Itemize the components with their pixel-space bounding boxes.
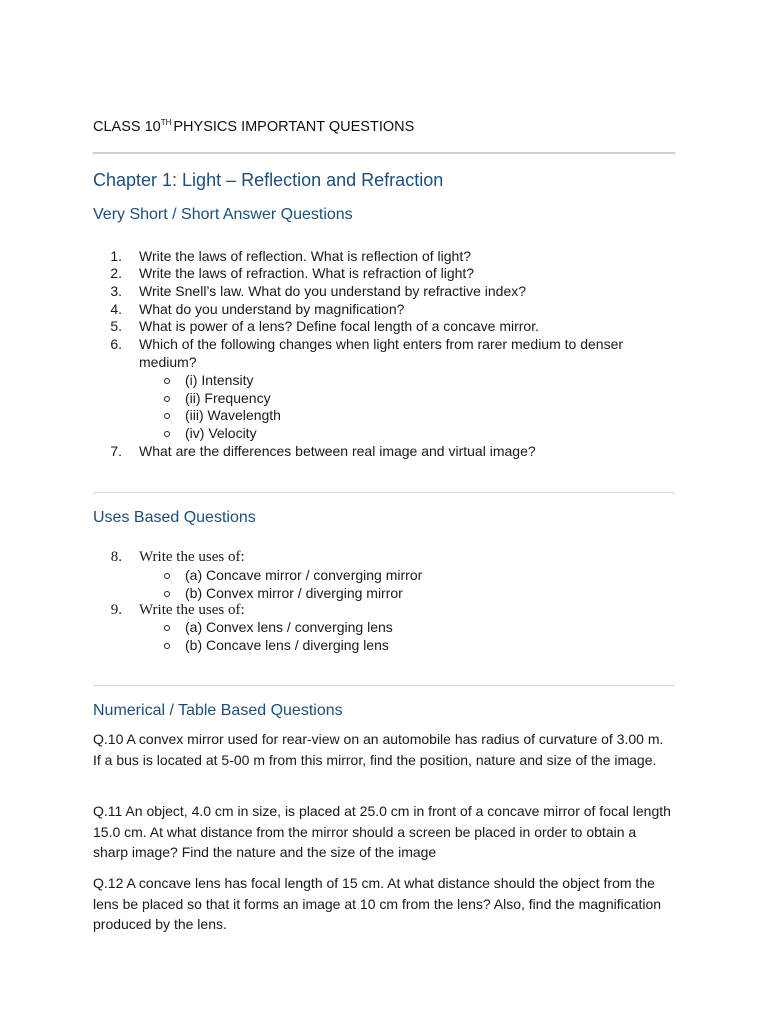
title-suffix: PHYSICS IMPORTANT QUESTIONS bbox=[173, 119, 415, 135]
question-paragraph: Q.12 A concave lens has focal length of 15 cm. At what distance should the object from the lens be placed so that it forms an image at 10 cm from the lens? Also, find the magnification produced by the lens. bbox=[93, 875, 662, 932]
sub-list-item: (b) Concave lens / diverging lens bbox=[185, 637, 389, 653]
title-prefix: CLASS 10 bbox=[93, 119, 161, 135]
sub-list-item: (a) Convex lens / converging lens bbox=[185, 619, 393, 635]
section-heading-uses: Uses Based Questions bbox=[93, 509, 256, 526]
list-item: Write Snell’s law. What do you understand by refractive index? bbox=[139, 283, 527, 299]
list-item-number: 9. bbox=[110, 602, 122, 618]
hollow-bullet-icon bbox=[164, 431, 170, 437]
list-item-number: 8. bbox=[110, 549, 122, 565]
list-item: Write the laws of reflection. What is reflection of light? bbox=[139, 248, 471, 264]
hollow-bullet-icon bbox=[164, 573, 170, 579]
title-divider bbox=[93, 152, 675, 154]
hollow-bullet-icon bbox=[164, 643, 170, 649]
sub-list-item: (iv) Velocity bbox=[185, 425, 257, 441]
list-item: Write the uses of: bbox=[139, 549, 245, 565]
list-item-number: 5. bbox=[110, 318, 122, 334]
hollow-bullet-icon bbox=[164, 378, 170, 384]
list-item-number: 6. bbox=[110, 336, 122, 352]
list-item: What is power of a lens? Define focal length of a concave mirror. bbox=[139, 318, 539, 334]
list-item: What are the differences between real image and virtual image? bbox=[139, 443, 536, 459]
question-paragraph: Q.11 An object, 4.0 cm in size, is placed at 25.0 cm in front of a concave mirror of focal length 15.0 cm. At what distance from the mirror should a screen be placed in order to obtain a sharp image? Find the nature and the size of the image bbox=[93, 803, 671, 860]
section-heading-short-answer: Very Short / Short Answer Questions bbox=[93, 206, 353, 223]
list-item-number: 4. bbox=[110, 301, 122, 317]
section-divider bbox=[93, 685, 675, 686]
hollow-bullet-icon bbox=[164, 591, 170, 597]
section-divider bbox=[93, 492, 675, 493]
list-item: What do you understand by magnification? bbox=[139, 301, 405, 317]
list-item-number: 1. bbox=[110, 248, 122, 264]
title-superscript: TH bbox=[160, 118, 172, 127]
hollow-bullet-icon bbox=[164, 625, 170, 631]
list-item: Which of the following changes when light enters from rarer medium to denser bbox=[139, 336, 624, 352]
chapter-heading: Chapter 1: Light – Reflection and Refraction bbox=[93, 170, 444, 190]
list-item-number: 3. bbox=[110, 283, 122, 299]
sub-list-item: (b) Convex mirror / diverging mirror bbox=[185, 585, 403, 601]
list-item: Write the uses of: bbox=[139, 602, 245, 618]
sub-list-item: (a) Concave mirror / converging mirror bbox=[185, 567, 423, 583]
list-item-continuation: medium? bbox=[139, 354, 197, 370]
sub-list-item: (ii) Frequency bbox=[185, 390, 271, 406]
question-paragraph: Q.10 A convex mirror used for rear-view on an automobile has radius of curvature of 3.00 m. If a bus is located at 5-00 m from this mirror, find the position, nature and size of the image. bbox=[93, 731, 664, 768]
sub-list-item: (i) Intensity bbox=[185, 372, 254, 388]
hollow-bullet-icon bbox=[164, 413, 170, 419]
document-title bbox=[93, 118, 414, 135]
sub-list-item: (iii) Wavelength bbox=[185, 407, 281, 423]
section-heading-numerical: Numerical / Table Based Questions bbox=[93, 702, 343, 719]
list-item-number: 7. bbox=[110, 443, 122, 459]
hollow-bullet-icon bbox=[164, 396, 170, 402]
list-item-number: 2. bbox=[110, 265, 122, 281]
list-item: Write the laws of refraction. What is refraction of light? bbox=[139, 265, 475, 281]
